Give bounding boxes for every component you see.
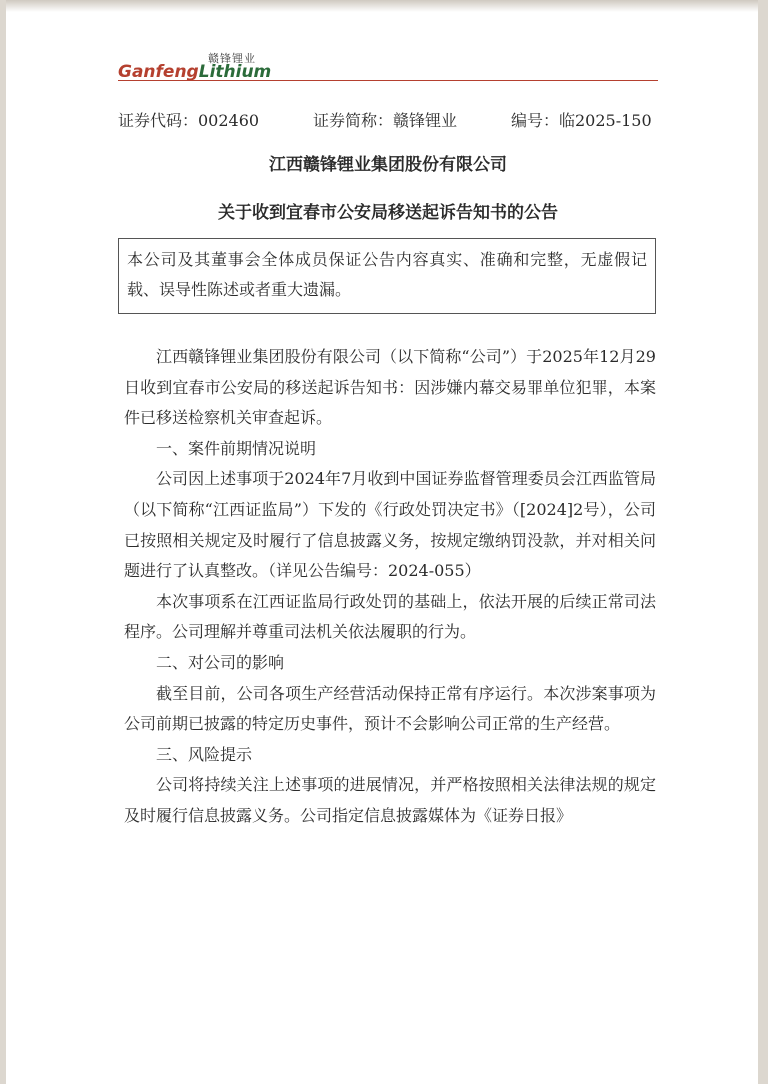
- page-shadow: [6, 0, 758, 12]
- section-heading: 二、对公司的影响: [156, 652, 285, 672]
- body-paragraph: 截至目前，公司各项生产经营活动保持正常有序运行。本次涉案事项为公司前期已披露的特定历史事件，预计不会影响公司正常的生产经营。: [124, 683, 656, 734]
- body-paragraph: 本次事项系在江西证监局行政处罚的基础上，依法开展的后续正常司法程序。公司理解并尊重司法机关依法履职的行为。: [124, 591, 656, 642]
- company-title: 江西赣锋锂业集团股份有限公司: [269, 155, 507, 175]
- section-heading: 一、案件前期情况说明: [156, 438, 317, 458]
- document-page: [6, 0, 758, 1084]
- logo-english-name: GanfengLithium: [118, 62, 272, 82]
- body-paragraph: 江西赣锋锂业集团股份有限公司（以下简称“公司”）于2025年12月29日收到宜春市公安局的移送起诉告知书：因涉嫌内幕交易罪单位犯罪，本案件已移送检察机关审查起诉。: [124, 347, 656, 428]
- notice-title: 关于收到宜春市公安局移送起诉告知书的公告: [218, 203, 558, 223]
- notice-body: [124, 342, 656, 832]
- notice-meta-line: [118, 108, 658, 132]
- stock-name: 证券简称：赣锋锂业: [313, 111, 458, 130]
- stock-code: 证券代码：002460: [118, 111, 260, 130]
- logo-chinese-name: 赣锋锂业: [208, 52, 256, 65]
- header-rule: [118, 80, 658, 81]
- body-paragraph: 公司因上述事项于2024年7月收到中国证券监督管理委员会江西监管局（以下简称“江西证监局”）下发的《行政处罚决定书》（[2024]2号），公司已按照相关规定及时履行了信息披露义务，按规定缴纳罚没款，并对相关问题进行了认真整改。（详见公告编号：2024-055）: [124, 469, 656, 581]
- declaration-box: 本公司及其董事会全体成员保证公告内容真实、准确和完整，无虚假记载、误导性陈述或者重大遗漏。: [118, 238, 656, 314]
- section-heading: 三、风险提示: [156, 744, 253, 764]
- body-paragraph: 公司将持续关注上述事项的进展情况，并严格按照相关法律法规的规定及时履行信息披露义务。公司指定信息披露媒体为《证券日报》: [124, 775, 656, 825]
- notice-number: 编号：临2025-150: [511, 111, 652, 130]
